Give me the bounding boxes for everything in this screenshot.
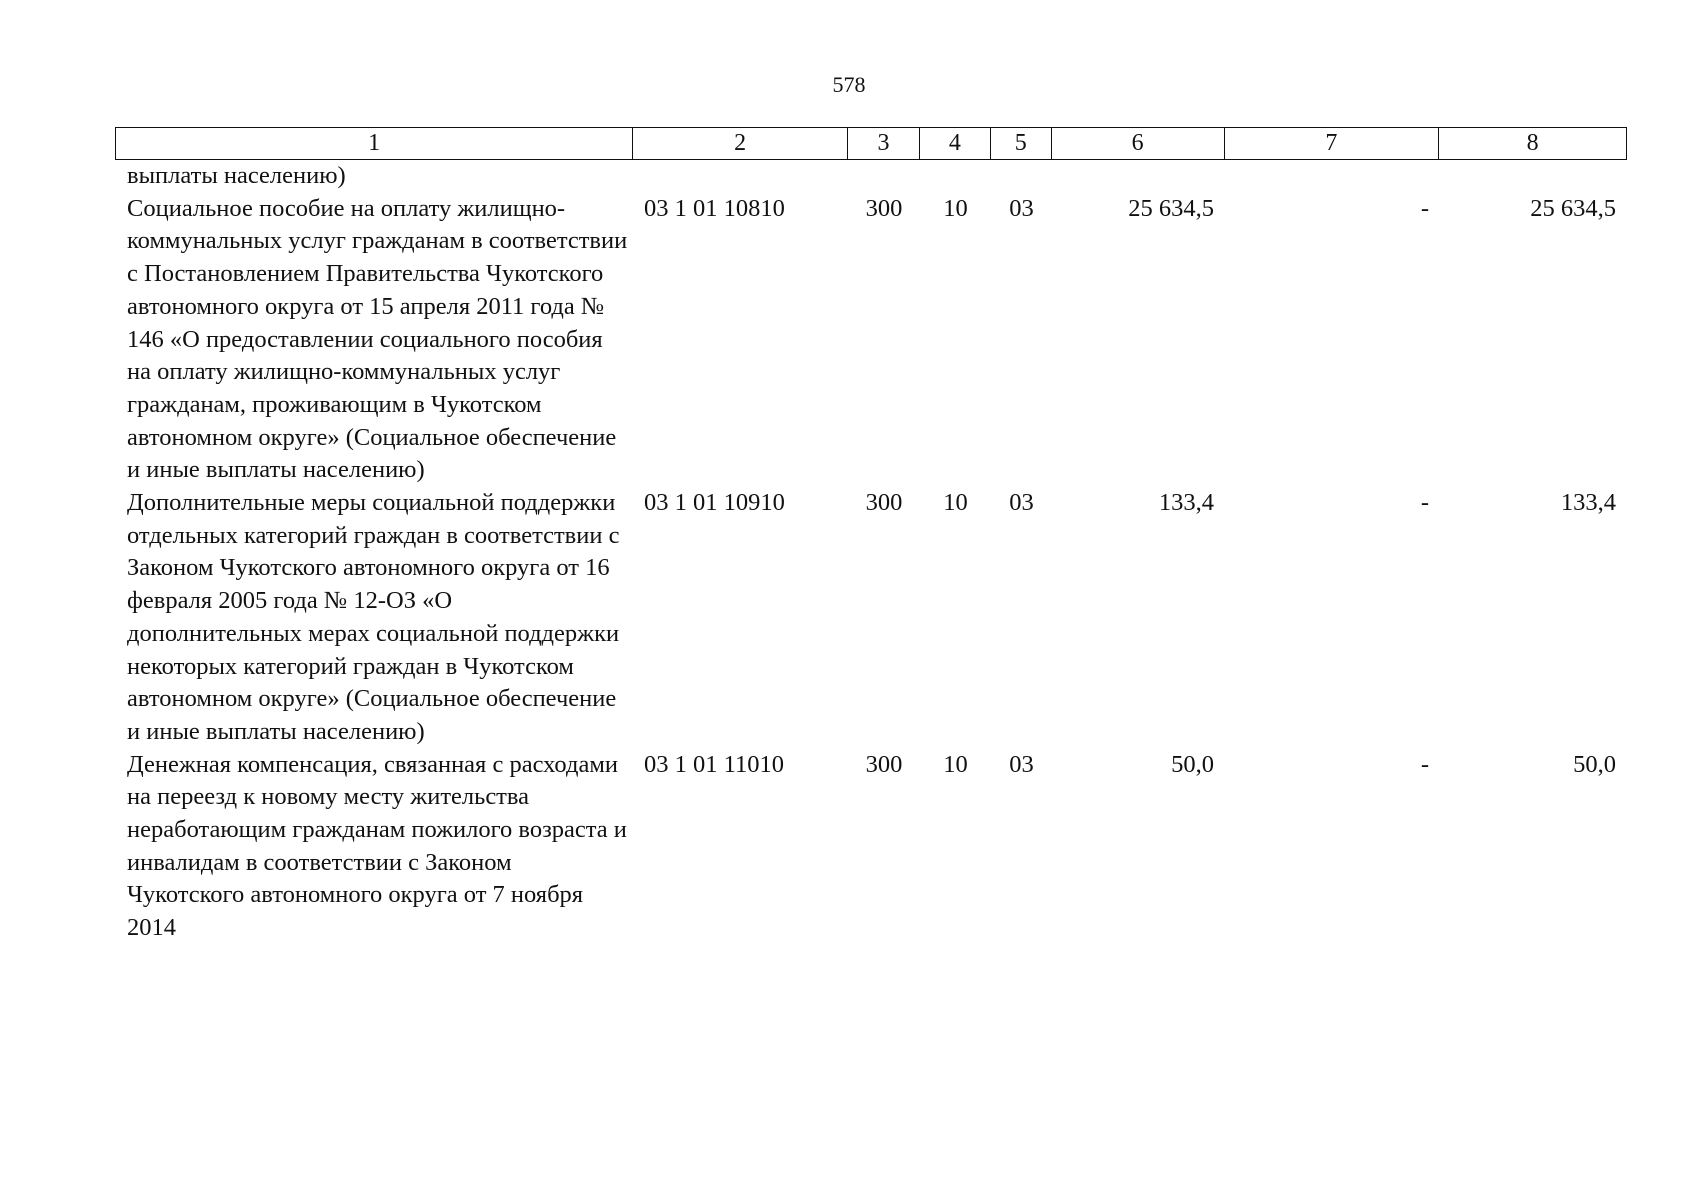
row-col5: 03 [1009,194,1034,222]
page-number: 578 [832,72,866,97]
row-col4: 10 [943,489,968,517]
column-header-2: 2 [633,128,848,159]
row-code: 03 1 01 10910 [644,489,785,517]
row-col6: 133,4 [1158,489,1214,517]
row-code: 03 1 01 11010 [644,750,784,778]
column-header-4: 4 [920,128,991,159]
table-row [115,749,1627,945]
row-col7: - [1420,750,1429,778]
table-row [115,193,1627,487]
table-body [115,160,1627,945]
column-header-5: 5 [991,128,1052,159]
row-col8: 25 634,5 [1530,194,1616,222]
row-code: 03 1 01 10810 [644,194,785,222]
row-name: Дополнительные меры социальной поддержки отдельных категорий граждан в соответствии с Законом Чукотского автономного округа от 16 февраля 2005 года № 12-ОЗ «О дополнительных мерах социальной поддержки некоторых категорий граждан в Чукотском автономном округе» (Социальное обеспечение и иные выплаты населению) [127,489,620,745]
row-col6: 25 634,5 [1128,194,1214,222]
table-row-continuation [115,160,1627,193]
table-row [115,487,1627,749]
column-header-8: 8 [1526,130,1539,156]
row-col3: 300 [865,194,903,222]
row-col7: - [1420,489,1429,517]
column-header-1: 1 [116,128,633,159]
row-col5: 03 [1009,489,1034,517]
row-col7: - [1420,194,1429,222]
column-header-6: 6 [1052,128,1225,159]
row-col3: 300 [865,750,903,778]
row-name: выплаты населению) [127,162,346,189]
row-col4: 10 [943,194,968,222]
row-name: Денежная компенсация, связанная с расходами на переезд к новому месту жительства неработающим гражданам пожилого возраста и инвалидам в соответствии с Законом Чукотского автономного округа от 7 ноября 2014 [127,750,627,942]
column-header-7: 7 [1225,128,1440,159]
row-col4: 10 [943,750,968,778]
row-col6: 50,0 [1171,750,1214,778]
row-col5: 03 [1009,750,1034,778]
row-col8: 133,4 [1560,489,1616,517]
row-name: Социальное пособие на оплату жилищно-коммунальных услуг гражданам в соответствии с Постановлением Правительства Чукотского автономного округа от 15 апреля 2011 года № 146 «О предоставлении социального пособия на оплату жилищно-коммунальных услуг гражданам, проживающим в Чукотском автономном округе» (Социальное обеспечение и иные выплаты населению) [127,194,628,484]
column-header-3: 3 [848,128,920,159]
row-col3: 300 [865,489,903,517]
row-col8: 50,0 [1573,750,1616,778]
table-header-row [115,127,1627,160]
